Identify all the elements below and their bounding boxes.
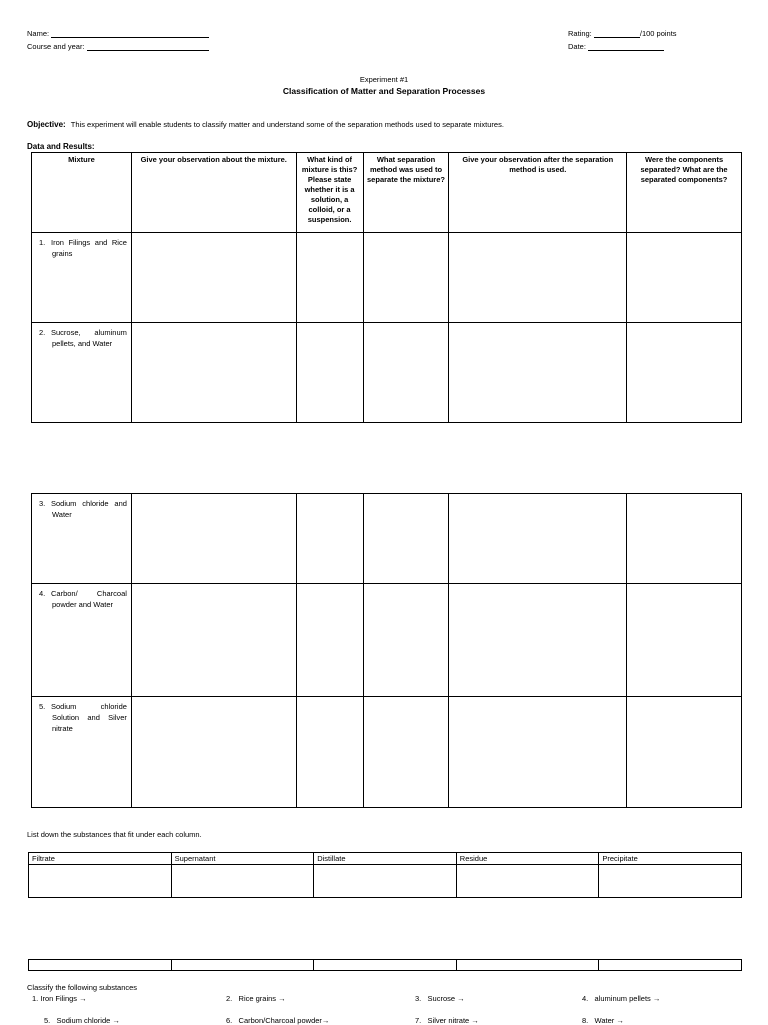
classify-item: 1. Iron Filings → [32, 994, 87, 1003]
answer-cell[interactable] [131, 584, 296, 697]
objective [27, 120, 504, 129]
answer-cell[interactable] [363, 584, 449, 697]
answer-cell[interactable] [363, 323, 449, 423]
data-results-table-2 [31, 493, 742, 808]
mixture-cell [32, 323, 132, 423]
course-field[interactable] [27, 41, 209, 51]
classify-item: 7. Silver nitrate → [415, 1016, 479, 1025]
answer-cell[interactable] [449, 233, 627, 323]
mixture-cell [32, 233, 132, 323]
answer-cell[interactable] [449, 584, 627, 697]
mixture-cell [32, 697, 132, 808]
answer-cell[interactable] [314, 960, 457, 971]
separation-header-row [29, 853, 742, 865]
classify-item: 4. aluminum pellets → [582, 994, 661, 1003]
col-header: Were the components separated? What are the separated components? [627, 153, 742, 233]
mixture-cell [32, 494, 132, 584]
classify-item: 3. Sucrose → [415, 994, 465, 1003]
answer-cell[interactable] [171, 960, 314, 971]
answer-cell[interactable] [599, 960, 742, 971]
date-field[interactable] [568, 41, 664, 51]
answer-cell[interactable] [296, 323, 363, 423]
classify-item: 2. Rice grains → [226, 994, 286, 1003]
col-header: Give your observation after the separation method is used. [449, 153, 627, 233]
answer-cell[interactable] [363, 494, 449, 584]
table-row [32, 584, 742, 697]
answer-cell[interactable] [627, 697, 742, 808]
classify-item: 5. Sodium chloride → [44, 1016, 120, 1025]
row-number: 5. [39, 702, 46, 711]
date-blank[interactable] [588, 41, 664, 51]
answer-cell[interactable] [131, 697, 296, 808]
mixture-name: Carbon/ Charcoal powder and Water [51, 589, 127, 609]
table-row [32, 233, 742, 323]
answer-cell[interactable] [296, 584, 363, 697]
mixture-name: Sucrose, aluminum pellets, and Water [51, 328, 127, 348]
answer-cell[interactable] [627, 494, 742, 584]
answer-cell[interactable] [449, 323, 627, 423]
rating-blank[interactable] [594, 28, 640, 38]
separation-table [28, 852, 742, 898]
col-header-supernatant: Supernatant [171, 853, 314, 865]
col-header: What separation method was used to separate the mixture? [363, 153, 449, 233]
answer-cell[interactable] [363, 233, 449, 323]
experiment-number: Experiment #1 [359, 75, 409, 84]
date-label: Date: [568, 42, 586, 51]
answer-cell[interactable] [599, 865, 742, 898]
answer-cell[interactable] [29, 865, 172, 898]
mixture-name: Iron Filings and Rice grains [51, 238, 127, 258]
answer-cell[interactable] [363, 697, 449, 808]
answer-cell[interactable] [131, 323, 296, 423]
answer-cell[interactable] [131, 494, 296, 584]
table-header-row [32, 153, 742, 233]
answer-cell[interactable] [627, 584, 742, 697]
separation-answer-row [29, 865, 742, 898]
col-header-distillate: Distillate [314, 853, 457, 865]
answer-cell[interactable] [29, 960, 172, 971]
row-number: 4. [39, 589, 46, 598]
mixture-cell [32, 584, 132, 697]
classify-item: 8. Water → [582, 1016, 624, 1025]
answer-cell[interactable] [627, 323, 742, 423]
col-header: Give your observation about the mixture. [131, 153, 296, 233]
classify-item: 6. Carbon/Charcoal powder→ [226, 1016, 330, 1025]
col-header-precipitate: Precipitate [599, 853, 742, 865]
answer-cell[interactable] [296, 494, 363, 584]
name-blank[interactable] [51, 28, 209, 38]
answer-cell[interactable] [171, 865, 314, 898]
separation-continuation-row [28, 959, 742, 971]
table-row [32, 494, 742, 584]
rating-label: Rating: [568, 29, 592, 38]
rating-field[interactable] [568, 28, 677, 38]
objective-label: Objective: [27, 120, 66, 129]
data-results-table-1 [31, 152, 742, 423]
col-header: Mixture [32, 153, 132, 233]
data-results-label: Data and Results: [27, 142, 95, 151]
objective-text: This experiment will enable students to classify matter and understand some of the separation methods used to separate mixtures. [70, 120, 504, 129]
answer-cell[interactable] [456, 865, 599, 898]
rating-suffix: /100 points [639, 29, 677, 38]
answer-cell[interactable] [314, 865, 457, 898]
table-row [32, 323, 742, 423]
row-number: 1. [39, 238, 46, 247]
table-row [29, 960, 742, 971]
col-header-residue: Residue [456, 853, 599, 865]
classify-instruction: Classify the following substances [27, 983, 138, 992]
row-number: 2. [39, 328, 46, 337]
answer-cell[interactable] [627, 233, 742, 323]
course-label: Course and year: [27, 42, 85, 51]
answer-cell[interactable] [296, 233, 363, 323]
name-label: Name: [27, 29, 50, 38]
mixture-name: Sodium chloride Solution and Silver nitrate [51, 702, 127, 733]
row-number: 3. [39, 499, 46, 508]
table-row [32, 697, 742, 808]
answer-cell[interactable] [449, 697, 627, 808]
col-header-filtrate: Filtrate [29, 853, 172, 865]
answer-cell[interactable] [131, 233, 296, 323]
name-field[interactable] [27, 28, 209, 38]
mixture-name: Sodium chloride and Water [51, 499, 127, 519]
col-header: What kind of mixture is this? Please state whether it is a solution, a colloid, or a suspension. [296, 153, 363, 233]
answer-cell[interactable] [456, 960, 599, 971]
course-blank[interactable] [87, 41, 209, 51]
list-down-instruction: List down the substances that fit under each column. [27, 830, 202, 839]
answer-cell[interactable] [449, 494, 627, 584]
experiment-title: Classification of Matter and Separation Processes [282, 86, 486, 96]
answer-cell[interactable] [296, 697, 363, 808]
